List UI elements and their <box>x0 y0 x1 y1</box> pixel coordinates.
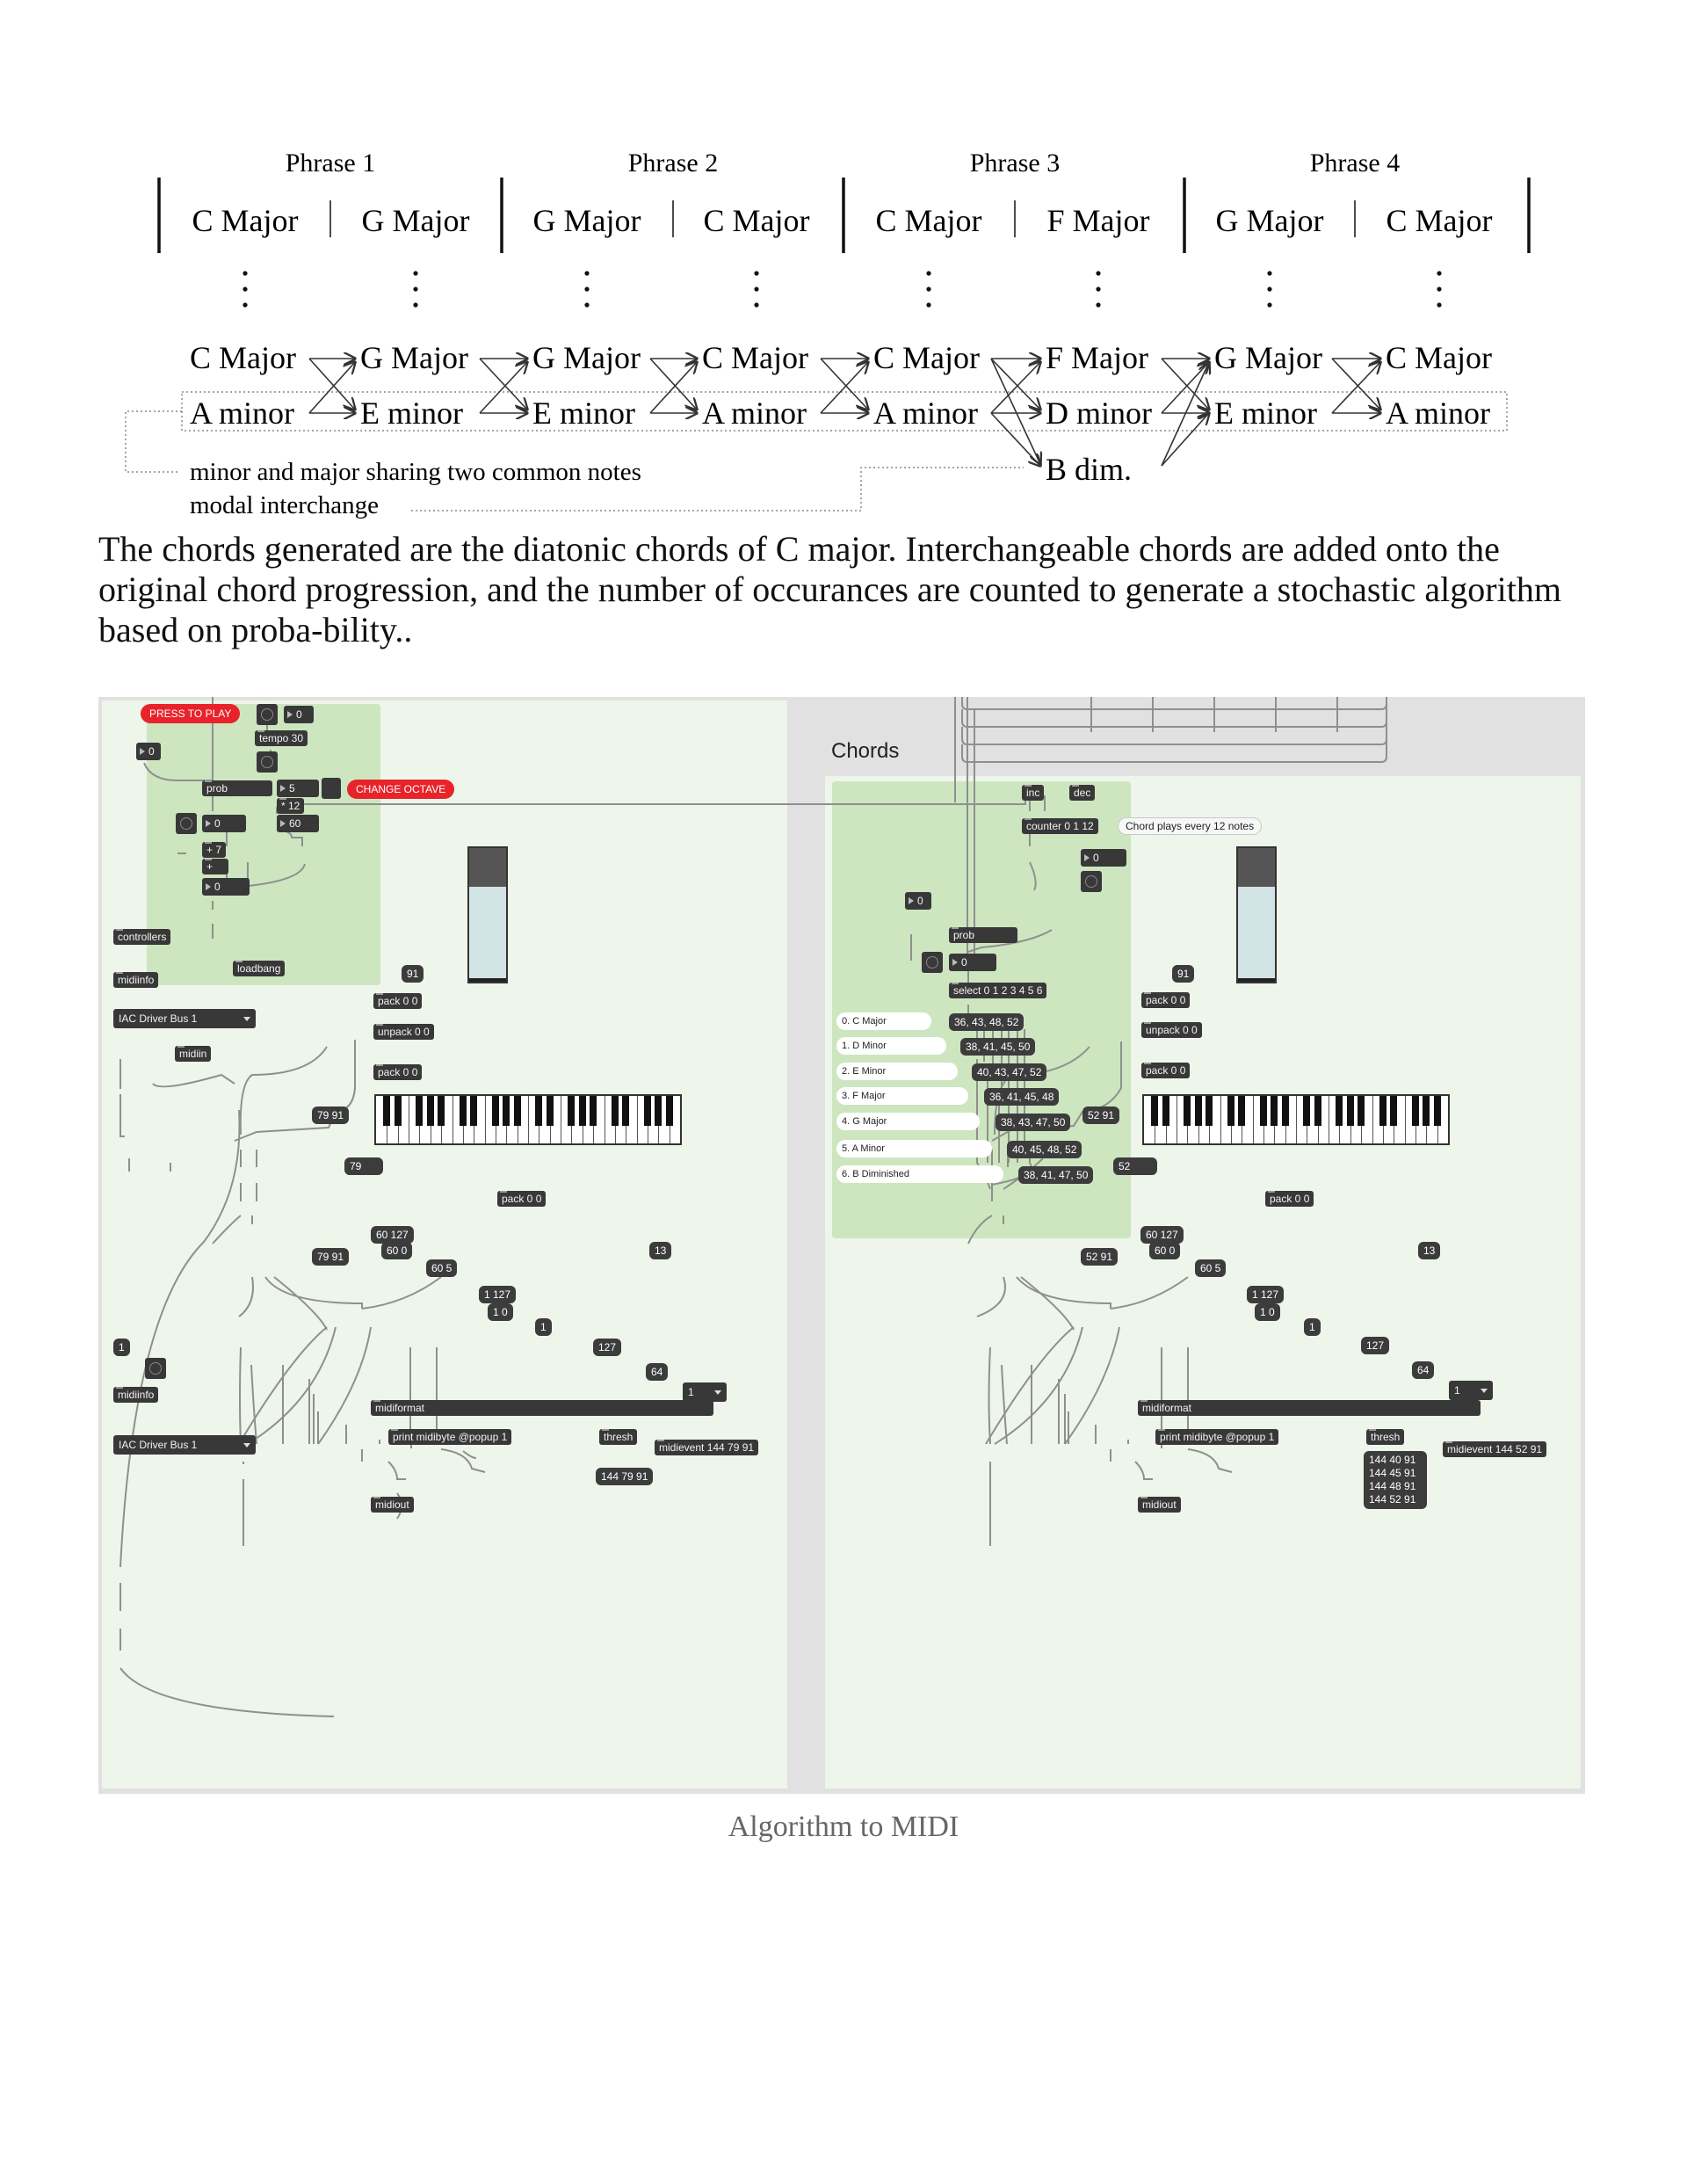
major-chord: G Major <box>532 340 641 375</box>
piano-keyboard-left[interactable] <box>374 1094 682 1145</box>
phrase-label: Phrase 3 <box>969 149 1061 178</box>
white-key-divider <box>1372 1096 1373 1143</box>
thresh-output-line: 144 40 91 <box>1369 1454 1416 1466</box>
chord-notes-message[interactable]: 36, 43, 48, 52 <box>949 1013 1024 1031</box>
white-key-divider <box>528 1096 529 1143</box>
chord-name-label: 3. F Major <box>836 1087 968 1105</box>
velocity-message[interactable]: 91 <box>402 965 424 983</box>
phrase-label: Phrase 4 <box>1309 149 1401 178</box>
pack-object[interactable]: pack 0 0 <box>373 1064 422 1080</box>
progression-chord: C Major <box>875 203 982 238</box>
chord-index-number[interactable]: 0 <box>949 954 996 971</box>
chord-notes-message[interactable]: 36, 41, 45, 48 <box>984 1088 1059 1106</box>
black-key[interactable] <box>1151 1096 1158 1126</box>
black-key[interactable] <box>1184 1096 1191 1126</box>
piano-keyboard-right[interactable] <box>1142 1094 1450 1145</box>
black-key[interactable] <box>503 1096 510 1126</box>
progression-chord: G Major <box>1215 203 1324 238</box>
control-off-message[interactable]: 1 0 <box>488 1303 513 1321</box>
black-key[interactable] <box>492 1096 499 1126</box>
counter-bang[interactable] <box>1081 871 1102 892</box>
black-key[interactable] <box>1238 1096 1245 1126</box>
aftertouch-message[interactable]: 60 5 <box>1195 1259 1226 1277</box>
white-key-divider <box>637 1096 638 1143</box>
thresh-output-line: 144 45 91 <box>1369 1467 1416 1479</box>
black-key[interactable] <box>1314 1096 1321 1126</box>
program-message[interactable]: 1 <box>1304 1318 1321 1336</box>
black-key[interactable] <box>383 1096 390 1126</box>
chord-notes-message[interactable]: 38, 41, 45, 50 <box>960 1038 1035 1056</box>
thresh-output-message[interactable]: 144 79 91 <box>596 1468 653 1485</box>
patch-cables <box>98 697 1585 1794</box>
black-key[interactable] <box>1303 1096 1310 1126</box>
pack-object[interactable]: pack 0 0 <box>373 993 422 1009</box>
major-chord: G Major <box>360 340 468 375</box>
midiformat-object[interactable]: midiformat <box>1138 1400 1481 1416</box>
black-key[interactable] <box>460 1096 467 1126</box>
seed-number[interactable]: 0 <box>136 743 161 760</box>
major-chord: C Major <box>873 340 980 375</box>
black-key[interactable] <box>1358 1096 1365 1126</box>
tempo-object[interactable]: tempo 30 <box>255 730 308 746</box>
black-key[interactable] <box>438 1096 445 1126</box>
note-message[interactable]: 52 <box>1113 1157 1157 1175</box>
prob-output-number[interactable]: 0 <box>202 815 246 832</box>
prob-bang[interactable] <box>176 813 197 834</box>
aftertouch-message[interactable]: 60 5 <box>426 1259 457 1277</box>
figure-caption: Algorithm to MIDI <box>728 1810 959 1843</box>
black-key[interactable] <box>1434 1096 1441 1126</box>
chord-notes-message[interactable]: 40, 43, 47, 52 <box>972 1063 1046 1081</box>
controllers-object[interactable]: controllers <box>113 929 170 945</box>
black-key[interactable] <box>1206 1096 1213 1126</box>
black-key[interactable] <box>1379 1096 1387 1126</box>
minor-chord: D minor <box>1046 395 1152 431</box>
inc-object[interactable]: inc <box>1022 785 1044 801</box>
velocity-message[interactable]: 91 <box>1172 965 1194 983</box>
channel-menu-left[interactable]: 1 <box>683 1382 727 1402</box>
black-key[interactable] <box>1271 1096 1278 1126</box>
major-chord: C Major <box>702 340 808 375</box>
bend-message[interactable]: 64 <box>646 1363 668 1381</box>
black-key[interactable] <box>655 1096 662 1126</box>
black-key[interactable] <box>470 1096 477 1126</box>
control-on-message[interactable]: 1 127 <box>479 1286 516 1303</box>
note-on-message[interactable]: 60 127 <box>1140 1226 1184 1244</box>
pitchbend-message[interactable]: 127 <box>1361 1337 1389 1354</box>
midiin-object[interactable]: midiin <box>175 1046 211 1062</box>
minor-chord: E minor <box>1214 395 1317 431</box>
black-key[interactable] <box>590 1096 597 1126</box>
note-off-message[interactable]: 60 0 <box>381 1242 412 1259</box>
midi-output-device-menu[interactable]: IAC Driver Bus 1 <box>113 1435 256 1455</box>
prob-bang-right[interactable] <box>922 952 943 973</box>
note-velocity-message[interactable]: 52 91 <box>1081 1248 1118 1266</box>
progression-chord: C Major <box>192 203 299 238</box>
chord-name-label: 5. A Minor <box>836 1140 992 1157</box>
press-to-play-label: PRESS TO PLAY <box>141 704 240 723</box>
black-key[interactable] <box>666 1096 673 1126</box>
major-chord: C Major <box>190 340 296 375</box>
white-key-divider <box>1253 1096 1254 1143</box>
tempo-bang[interactable] <box>257 751 278 773</box>
chord-notes-message[interactable]: 40, 45, 48, 52 <box>1007 1141 1082 1158</box>
note-output-number[interactable]: 0 <box>202 878 250 896</box>
unpack-object[interactable]: unpack 0 0 <box>1141 1022 1202 1038</box>
progression-chord: F Major <box>1046 203 1150 238</box>
minor-chord: E minor <box>360 395 463 431</box>
chord-notes-message[interactable]: 38, 43, 47, 50 <box>996 1114 1070 1131</box>
octave-stepper[interactable] <box>322 778 341 799</box>
white-key-divider <box>1296 1096 1297 1143</box>
control-message[interactable]: 13 <box>649 1242 671 1259</box>
black-key[interactable] <box>612 1096 619 1126</box>
program-message[interactable]: 1 <box>535 1318 552 1336</box>
dec-object[interactable]: dec <box>1069 785 1095 801</box>
chord-name-label: 4. G Major <box>836 1113 980 1130</box>
select-object[interactable]: select 0 1 2 3 4 5 6 <box>949 983 1046 998</box>
control-off-message[interactable]: 1 0 <box>1255 1303 1280 1321</box>
loadbang-object[interactable]: loadbang <box>233 961 285 976</box>
body-caption: The chords generated are the diatonic chords of C major. Interchangeable chords are added onto the original chord progression, and the number of occurances are counted to generate a stochastic algorithm based on proba-bility.. <box>98 529 1561 649</box>
thresh-object[interactable]: thresh <box>1366 1429 1404 1445</box>
pack-object[interactable]: pack 0 0 <box>1141 992 1190 1008</box>
black-key[interactable] <box>622 1096 629 1126</box>
chord-name-label: 0. C Major <box>836 1012 931 1030</box>
black-key[interactable] <box>427 1096 434 1126</box>
counter-number[interactable]: 0 <box>1081 849 1126 867</box>
white-key-divider <box>485 1096 486 1143</box>
pack-object[interactable]: pack 0 0 <box>1265 1191 1314 1207</box>
progression-chord: G Major <box>361 203 470 238</box>
midiout-object[interactable]: midiout <box>371 1497 414 1513</box>
black-key[interactable] <box>1390 1096 1397 1126</box>
black-key[interactable] <box>1282 1096 1289 1126</box>
black-key[interactable] <box>644 1096 651 1126</box>
bend-message[interactable]: 64 <box>1412 1361 1434 1379</box>
note-on-message[interactable]: 60 127 <box>371 1226 414 1244</box>
chord-interval-comment: Chord plays every 12 notes <box>1118 817 1262 835</box>
chord-notes-message[interactable]: 38, 41, 47, 50 <box>1018 1166 1093 1184</box>
pack-object[interactable]: pack 0 0 <box>497 1191 546 1207</box>
play-toggle[interactable] <box>257 704 278 725</box>
black-key[interactable] <box>1347 1096 1354 1126</box>
base-note-number[interactable]: 60 <box>277 815 319 832</box>
multiply-object[interactable]: * 12 <box>277 798 304 814</box>
chords-section-title: Chords <box>831 739 900 763</box>
black-key[interactable] <box>395 1096 402 1126</box>
black-key[interactable] <box>568 1096 575 1126</box>
octave-number[interactable]: 5 <box>277 780 319 797</box>
note-modal-interchange: modal interchange <box>190 491 379 519</box>
tempo-number[interactable]: 0 <box>284 706 314 723</box>
black-key[interactable] <box>1336 1096 1343 1126</box>
black-key[interactable] <box>1227 1096 1234 1126</box>
minor-chord: E minor <box>532 395 635 431</box>
unpack-object[interactable]: unpack 0 0 <box>373 1024 434 1040</box>
midiformat-object[interactable]: midiformat <box>371 1400 713 1416</box>
major-chord: C Major <box>1386 340 1492 375</box>
seed-number-right[interactable]: 0 <box>905 892 931 910</box>
print-object[interactable]: print midibyte @popup 1 <box>388 1429 511 1445</box>
minor-chord: A minor <box>190 395 295 431</box>
note-velocity-message[interactable]: 52 91 <box>1082 1107 1119 1124</box>
minor-chord: A minor <box>1386 395 1491 431</box>
note-common-notes: minor and major sharing two common notes <box>190 458 641 486</box>
chord-name-label: 1. D Minor <box>836 1037 946 1055</box>
note-off-message[interactable]: 60 0 <box>1149 1242 1180 1259</box>
black-key[interactable] <box>547 1096 554 1126</box>
phrase-label: Phrase 1 <box>285 149 376 178</box>
midiinfo-object[interactable]: midiinfo <box>113 1387 158 1403</box>
note-velocity-message[interactable]: 79 91 <box>312 1248 349 1266</box>
pitchbend-message[interactable]: 127 <box>593 1339 621 1356</box>
white-key-divider <box>1220 1096 1221 1143</box>
midievent-object[interactable]: midievent 144 79 91 <box>655 1440 758 1455</box>
counter-object[interactable]: counter 0 1 12 <box>1022 818 1098 834</box>
progression-chord: C Major <box>703 203 810 238</box>
chord-name-label: 2. E Minor <box>836 1063 958 1080</box>
thresh-output-line: 144 52 91 <box>1369 1493 1416 1506</box>
thresh-output-message[interactable] <box>1364 1451 1427 1509</box>
channel-number-message[interactable]: 1 <box>113 1339 130 1356</box>
black-key[interactable] <box>579 1096 586 1126</box>
velocity-slider-left[interactable] <box>467 846 508 983</box>
black-key[interactable] <box>1195 1096 1202 1126</box>
chord-name-label: 6. B Diminished <box>836 1165 1003 1183</box>
thresh-output-line: 144 48 91 <box>1369 1480 1416 1492</box>
midiinfo-object[interactable]: midiinfo <box>113 972 158 988</box>
midievent-object[interactable]: midievent 144 52 91 <box>1443 1441 1546 1457</box>
change-octave-label: CHANGE OCTAVE <box>347 780 454 799</box>
pack-object[interactable]: pack 0 0 <box>1141 1063 1190 1078</box>
add-seven-object[interactable]: + 7 <box>202 842 226 858</box>
print-object[interactable]: print midibyte @popup 1 <box>1155 1429 1278 1445</box>
midiinfo-bang[interactable] <box>145 1358 166 1379</box>
minor-chord: A minor <box>702 395 807 431</box>
ellipsis-dots <box>243 271 1441 307</box>
major-chord: G Major <box>1214 340 1322 375</box>
black-key[interactable] <box>1412 1096 1419 1126</box>
midi-input-device-menu[interactable]: IAC Driver Bus 1 <box>113 1009 256 1028</box>
control-message[interactable]: 13 <box>1418 1242 1440 1259</box>
prob-object-left[interactable]: prob <box>202 780 272 796</box>
max-patcher <box>98 697 1585 1794</box>
progression-chord: G Major <box>532 203 641 238</box>
midiout-object[interactable]: midiout <box>1138 1497 1181 1513</box>
black-key[interactable] <box>1423 1096 1430 1126</box>
chord-progression-diagram <box>0 0 1687 527</box>
black-key[interactable] <box>416 1096 423 1126</box>
prob-object-right[interactable]: prob <box>949 927 1017 943</box>
control-on-message[interactable]: 1 127 <box>1247 1286 1284 1303</box>
note-message[interactable]: 79 <box>344 1157 383 1175</box>
black-key[interactable] <box>1162 1096 1169 1126</box>
channel-menu-right[interactable]: 1 <box>1449 1381 1493 1400</box>
thresh-object[interactable]: thresh <box>599 1429 637 1445</box>
velocity-slider-right[interactable] <box>1236 846 1277 983</box>
add-object[interactable]: + <box>202 859 228 874</box>
diminished-chord: B dim. <box>1046 452 1133 487</box>
black-key[interactable] <box>1260 1096 1267 1126</box>
progression-chord: C Major <box>1386 203 1493 238</box>
white-key-divider <box>1405 1096 1406 1143</box>
black-key[interactable] <box>535 1096 542 1126</box>
minor-chord: A minor <box>873 395 979 431</box>
black-key[interactable] <box>514 1096 521 1126</box>
phrase-label: Phrase 2 <box>627 149 719 178</box>
major-chord: F Major <box>1046 340 1148 375</box>
note-velocity-message[interactable]: 79 91 <box>312 1107 349 1124</box>
